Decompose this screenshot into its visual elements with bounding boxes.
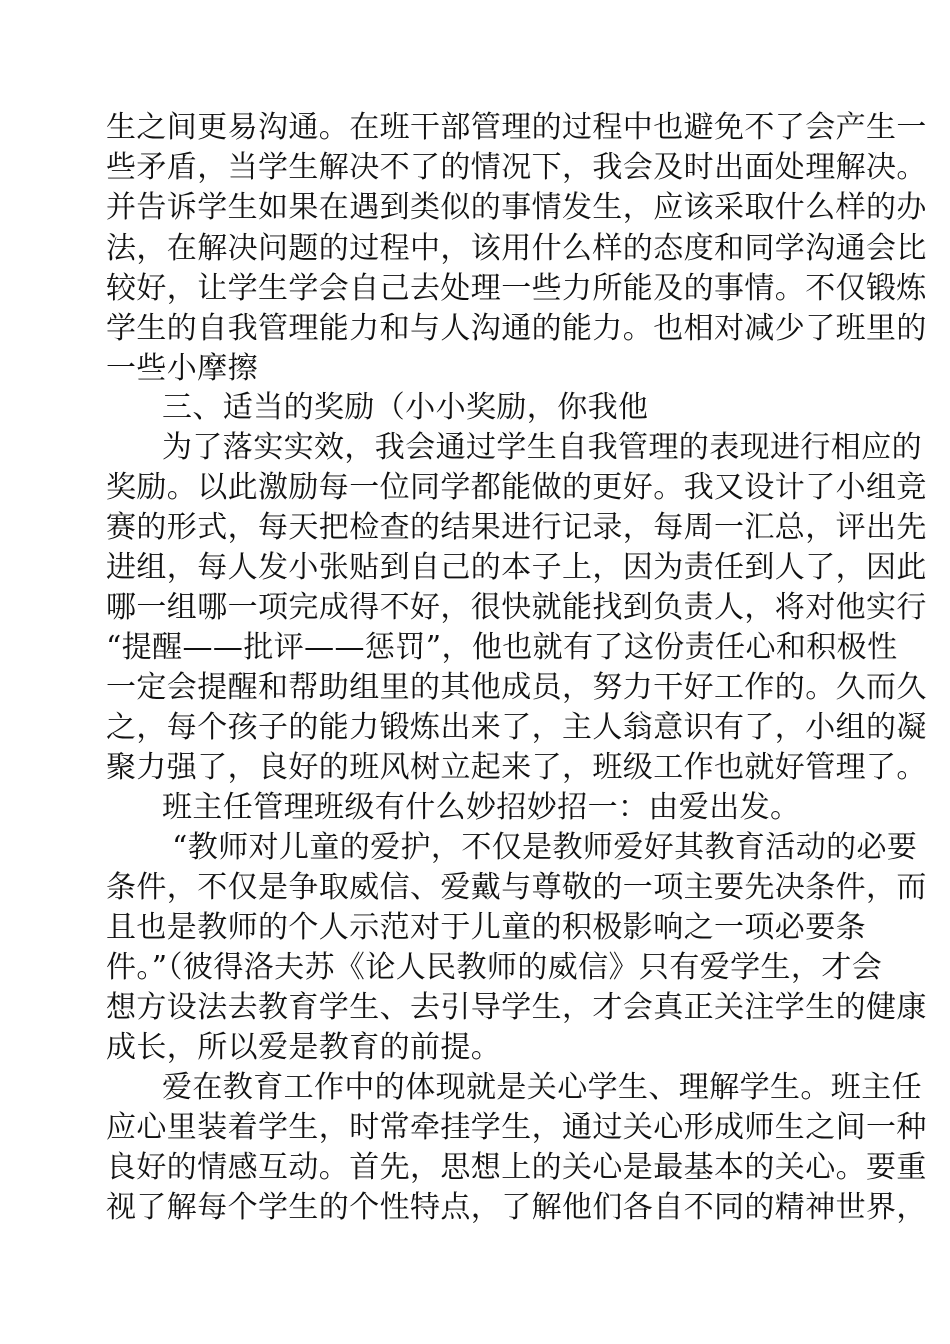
text-line: 为了落实实效，我会通过学生自我管理的表现进行相应的 [162,430,922,465]
text-line: 且也是教师的个人示范对于儿童的积极影响之一项必要条 [106,910,866,945]
text-line: 视了解每个学生的个性特点，了解他们各自不同的精神世界， [106,1190,927,1225]
text-line: 良好的情感互动。首先，思想上的关心是最基本的关心。要重 [106,1150,927,1185]
text-line: 想方设法去教育学生、去引导学生，才会真正关注学生的健康 [106,990,927,1025]
text-line: 件。”（彼得洛夫苏《论人民教师的威信》只有爱学生，才会 [106,950,883,985]
text-line: 聚力强了，良好的班风树立起来了，班级工作也就好管理了。 [106,750,927,785]
text-line: 奖励。以此激励每一位同学都能做的更好。我又设计了小组竞 [106,470,927,505]
text-line: 一些小摩擦 [106,351,258,386]
text-line: 些矛盾，当学生解决不了的情况下，我会及时出面处理解决。 [106,150,927,185]
text-line: 学生的自我管理能力和与人沟通的能力。也相对减少了班里的 [106,311,927,346]
text-line: 成长，所以爱是教育的前提。 [106,1030,502,1065]
section-heading: 三、适当的奖励（小小奖励，你我他 [162,390,649,425]
text-line: 一定会提醒和帮助组里的其他成员，努力干好工作的。久而久 [106,670,927,705]
text-line: “教师对儿童的爱护，不仅是教师爱好其教育活动的必要 [172,830,918,865]
text-line: 较好，让学生学会自己去处理一些力所能及的事情。不仅锻炼 [106,271,927,306]
text-line: 应心里装着学生，时常牵挂学生，通过关心形成师生之间一种 [106,1110,927,1145]
text-line: “提醒——批评——惩罚”，他也就有了这份责任心和积极性 [106,630,898,665]
text-line: 生之间更易沟通。在班干部管理的过程中也避免不了会产生一 [106,110,927,145]
text-line: 哪一组哪一项完成得不好，很快就能找到负责人，将对他实行 [106,590,927,625]
text-line: 爱在教育工作中的体现就是关心学生、理解学生。班主任 [162,1070,922,1105]
text-line: 进组，每人发小张贴到自己的本子上，因为责任到人了，因此 [106,550,927,585]
text-line: 之，每个孩子的能力锻炼出来了，主人翁意识有了，小组的凝 [106,710,927,745]
section-heading: 班主任管理班级有什么妙招妙招一：由爱出发。 [162,790,801,825]
text-line: 法，在解决问题的过程中，该用什么样的态度和同学沟通会比 [106,231,927,266]
text-line: 赛的形式，每天把检查的结果进行记录，每周一汇总，评出先 [106,510,927,545]
text-line: 并告诉学生如果在遇到类似的事情发生，应该采取什么样的办 [106,190,927,225]
text-line: 条件，不仅是争取威信、爱戴与尊敬的一项主要先决条件，而 [106,870,927,905]
